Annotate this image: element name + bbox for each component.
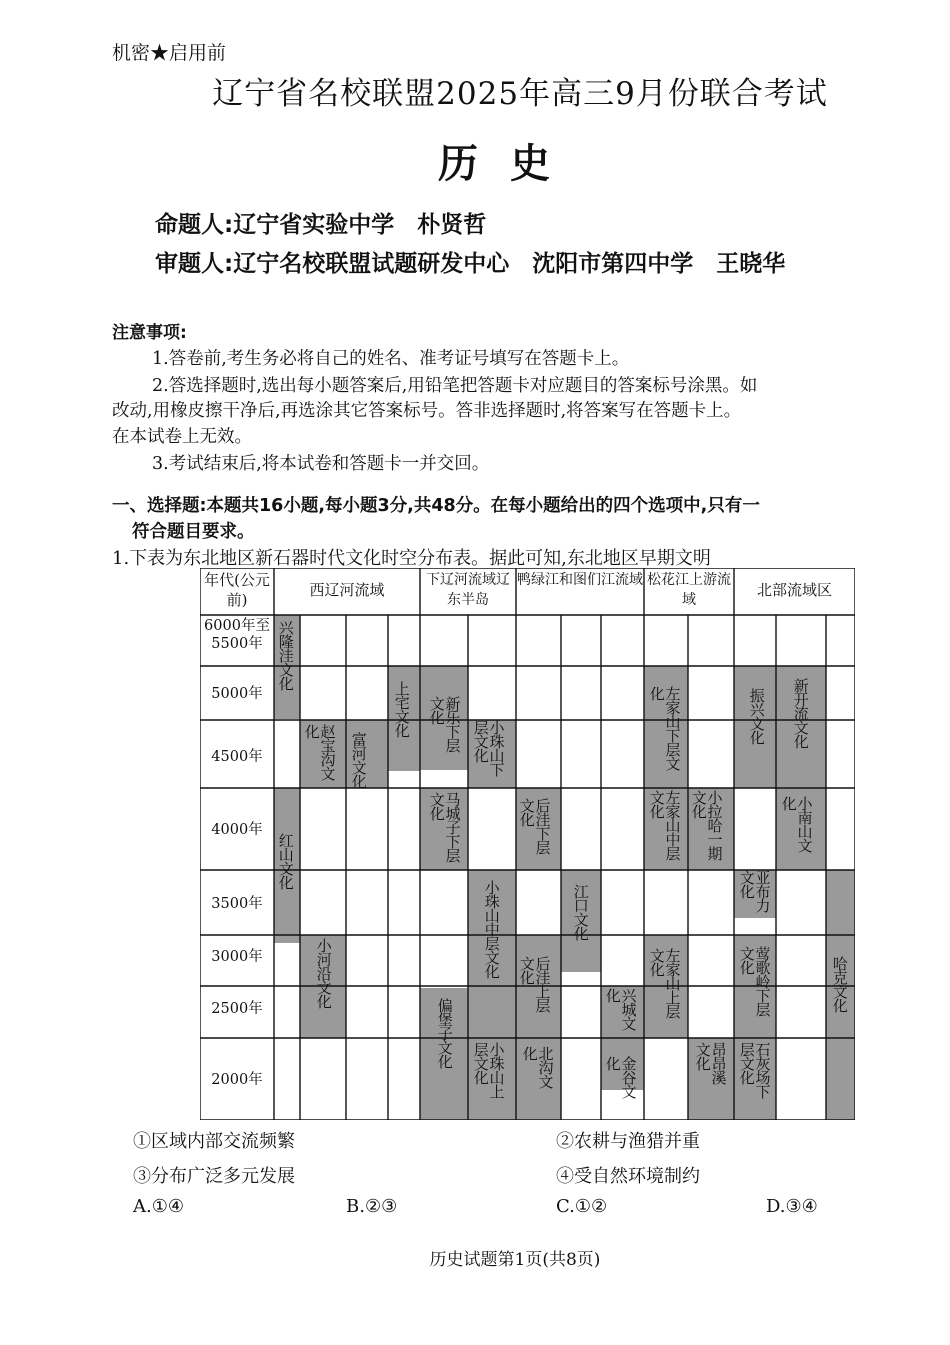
culture-label: 江口文化 [571, 884, 590, 940]
culture-label: 亚布力文化 [737, 870, 772, 912]
culture-label: 偏堡子文化 [435, 998, 454, 1068]
culture-label: 马城子下层文化 [427, 792, 462, 862]
culture-label: 后洼上层文化 [517, 956, 552, 1012]
section-heading-cont: 符合题目要求。 [132, 522, 255, 542]
option-d[interactable]: D.③④ [766, 1196, 818, 1217]
culture-label: 小拉哈一期文化 [689, 790, 724, 860]
culture-label: 左家山下层文化 [647, 686, 682, 770]
option-c[interactable]: C.①② [556, 1196, 608, 1217]
culture-label: 富河文化 [349, 732, 368, 788]
culture-label: 莺歌岭下层文化 [737, 946, 772, 1016]
culture-label: 后洼下层文化 [517, 798, 552, 854]
notice-heading: 注意事项: [112, 323, 187, 343]
year-label: 2500年 [211, 1001, 263, 1017]
year-label: 4500年 [211, 749, 263, 765]
culture-label: 昂昂溪文化 [693, 1042, 728, 1084]
culture-label: 小珠山中层文化 [482, 880, 501, 978]
year-label: 3000年 [211, 949, 263, 965]
culture-label: 新开流文化 [791, 678, 810, 748]
notice-item-1: 1.答卷前,考生务必将自己的姓名、准考证号填写在答题卡上。 [152, 349, 630, 369]
region-header: 北部流域区 [756, 581, 832, 599]
culture-label: 上宅文化 [392, 681, 411, 737]
culture-label: 小珠山下层文化 [471, 720, 506, 776]
culture-label: 振兴文化 [747, 688, 766, 744]
year-label: 4000年 [211, 822, 263, 838]
option-b[interactable]: B.②③ [346, 1196, 398, 1217]
table-corner-header: 年代(公元前) [204, 571, 270, 609]
culture-label: 左家山上层文化 [647, 948, 682, 1018]
culture-label: 赵宝沟文化 [302, 724, 337, 780]
notice-item-2: 2.答选择题时,选出每小题答案后,用铅笔把答题卡对应题目的答案标号涂黑。如 [152, 376, 758, 396]
year-label: 5000年 [211, 686, 263, 702]
region-header: 鸭绿江和图们江流域 [517, 572, 643, 588]
statement-2: ②农耕与渔猎并重 [556, 1131, 700, 1152]
exam-title: 辽宁省名校联盟2025年高三9月份联合考试 [212, 76, 828, 112]
culture-label: 北沟文化 [520, 1046, 555, 1088]
notice-item-2-end: 在本试卷上无效。 [112, 427, 252, 447]
culture-label: 兴隆洼文化 [276, 620, 295, 690]
culture-label: 红山文化 [276, 833, 295, 889]
subject-title: 历史 [438, 140, 582, 187]
year-label: 2000年 [211, 1072, 263, 1088]
statement-4: ④受自然环境制约 [556, 1166, 700, 1187]
question-1-stem: 1.下表为东北地区新石器时代文化时空分布表。据此可知,东北地区早期文明 [112, 548, 711, 569]
year-label: 6000年至5500年 [204, 618, 270, 652]
culture-label: 小南山文化 [779, 796, 814, 852]
notice-item-3: 3.考试结束后,将本试卷和答题卡一并交回。 [152, 454, 490, 474]
notice-item-2-cont: 改动,用橡皮擦干净后,再选涂其它答案标号。答非选择题时,将答案写在答题卡上。 [112, 401, 742, 421]
culture-label: 左家山中层文化 [647, 790, 682, 860]
reviewer-line: 审题人:辽宁名校联盟试题研发中心 沈阳市第四中学 王晓华 [155, 251, 786, 277]
culture-label: 石灰场下层文化 [737, 1042, 772, 1098]
year-label: 3500年 [211, 896, 263, 912]
region-header: 松花江上游流域 [647, 572, 731, 608]
culture-table [200, 568, 855, 1120]
confidential-label: 机密★启用前 [112, 42, 227, 64]
culture-label: 小珠山上层文化 [471, 1042, 506, 1098]
author-line: 命题人:辽宁省实验中学 朴贤哲 [155, 212, 487, 238]
culture-label: 小河沿文化 [314, 938, 333, 1008]
section-heading: 一、选择题:本题共16小题,每小题3分,共48分。在每小题给出的四个选项中,只有一 [112, 496, 760, 516]
statement-3: ③分布广泛多元发展 [133, 1166, 295, 1187]
culture-label: 新乐下层文化 [427, 696, 462, 752]
culture-label: 金谷文化 [603, 1056, 638, 1098]
page-footer: 历史试题第1页(共8页) [429, 1250, 601, 1270]
culture-label: 兴城文化 [603, 988, 638, 1030]
region-header: 西辽河流域 [309, 581, 385, 599]
statement-1: ①区域内部交流频繁 [133, 1131, 295, 1152]
culture-label: 哈克文化 [830, 956, 849, 1012]
region-header: 下辽河流域辽东半岛 [426, 572, 510, 608]
option-a[interactable]: A.①④ [133, 1196, 184, 1217]
